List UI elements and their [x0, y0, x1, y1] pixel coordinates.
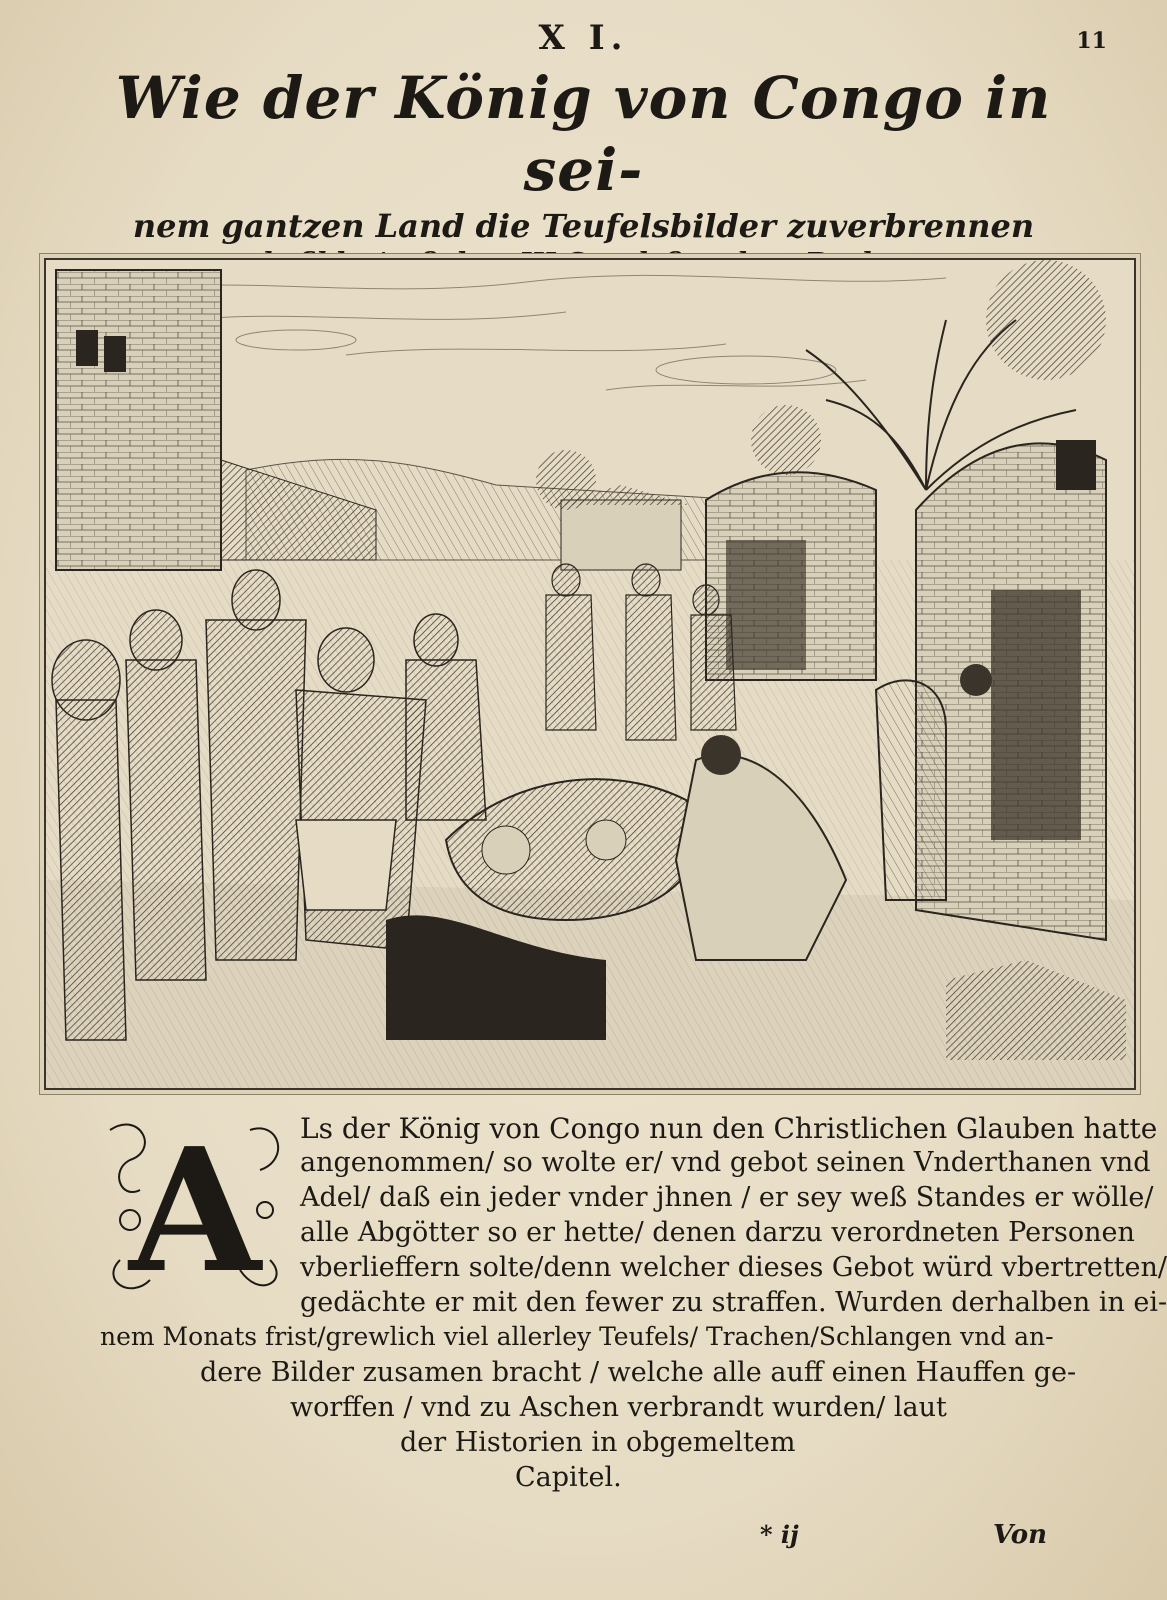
text-line-9: worffen / vnd zu Aschen verbrandt wurden/ laut: [290, 1392, 947, 1423]
text-line-5: vberlieffern solte/denn welcher dieses Gebot würd vbertretten/: [300, 1252, 1167, 1283]
chapter-number: X I.: [538, 18, 629, 58]
decorated-initial: [100, 1110, 290, 1300]
title-line-2: nem gantzen Land die Teufelsbilder zuverbrennen: [132, 207, 1035, 245]
title-line-1: Wie der König von Congo in sei-: [115, 64, 1052, 204]
engraving-illustration: [46, 260, 1134, 1088]
text-line-1: Ls der König von Congo nun den Christlichen Glauben hatte: [300, 1112, 1158, 1145]
text-line-10: der Historien in obgemeltem: [400, 1427, 796, 1458]
engraving-plate: [44, 258, 1136, 1090]
text-line-11: Capitel.: [515, 1462, 622, 1493]
text-line-3: Adel/ daß ein jeder vnder jhnen / er sey weß Standes er wölle/: [300, 1182, 1154, 1213]
catchword: Von: [992, 1520, 1047, 1550]
text-line-2: angenommen/ so wolte er/ vnd gebot seinen Vnderthanen vnd: [300, 1147, 1151, 1178]
folio-number: 11: [1076, 28, 1107, 54]
page-title: [60, 62, 1107, 280]
initial-letter: A: [129, 1111, 261, 1300]
text-line-4: alle Abgötter so er hette/ denen darzu verordneten Personen: [300, 1217, 1135, 1248]
signature-mark: * ij: [760, 1520, 799, 1549]
text-line-6: gedächte er mit den fewer zu straffen. Wurden derhalben in ei-: [300, 1287, 1167, 1318]
text-line-8: dere Bilder zusamen bracht / welche alle auff einen Hauffen ge-: [200, 1357, 1077, 1388]
text-line-7: nem Monats frist/grewlich viel allerley Teufels/ Trachen/Schlangen vnd an-: [100, 1322, 1054, 1351]
